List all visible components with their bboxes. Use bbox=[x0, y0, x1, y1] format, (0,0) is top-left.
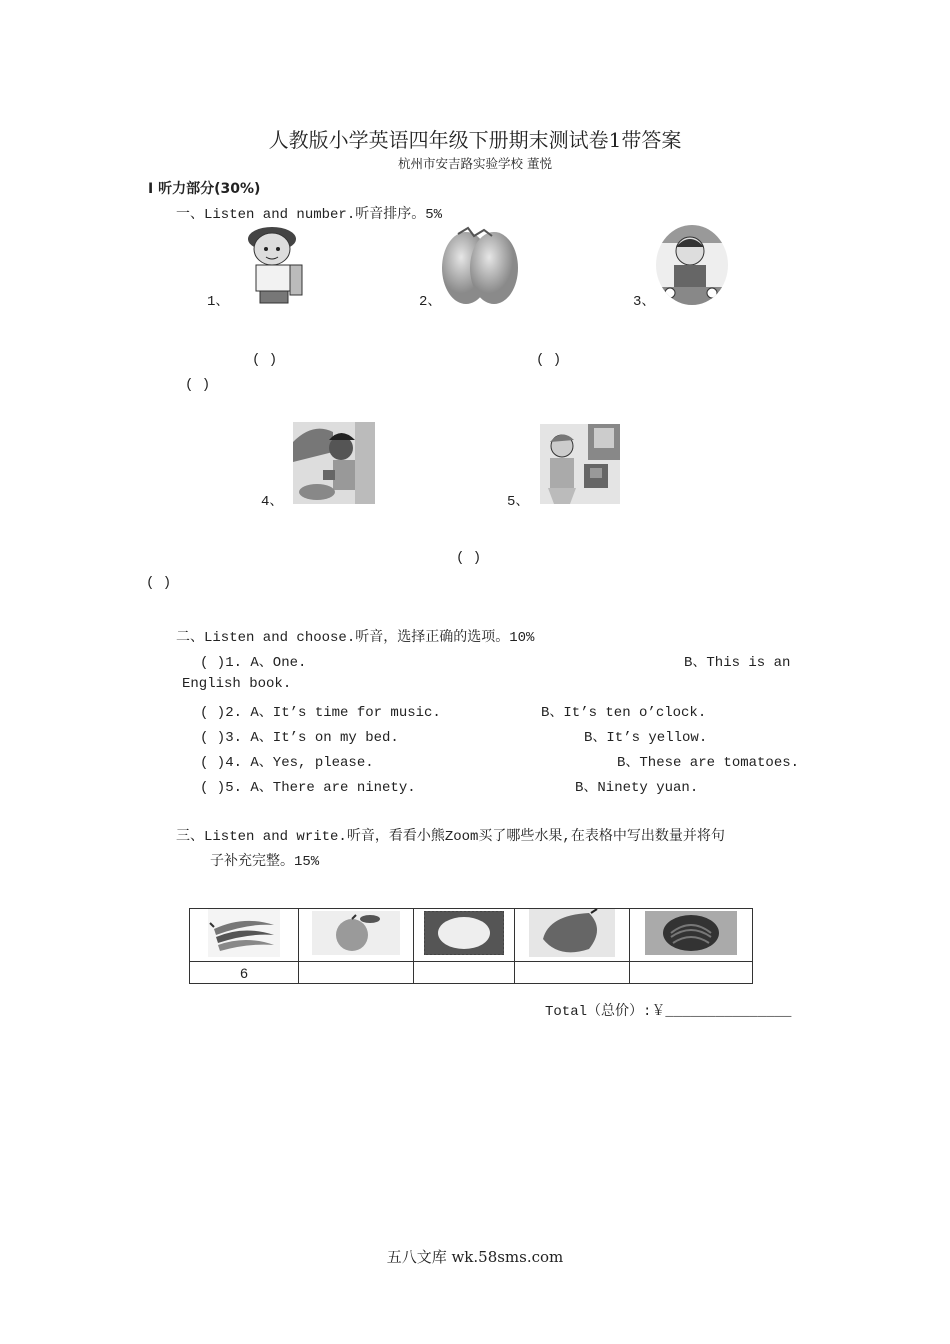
q1-item-5-number: 5、 bbox=[507, 494, 530, 510]
q2-option-2b[interactable]: B、It’s ten o’clock. bbox=[541, 705, 707, 721]
boy-eating-picture bbox=[656, 225, 728, 305]
q1-item-4-number: 4、 bbox=[261, 494, 284, 510]
q1-bracket-4[interactable]: ( ) bbox=[456, 550, 482, 566]
q1-item-3-number: 3、 bbox=[633, 294, 656, 310]
bananas-icon bbox=[208, 909, 280, 957]
q1-bracket-5[interactable]: ( ) bbox=[146, 575, 172, 591]
girl-watering-picture bbox=[293, 422, 375, 504]
section-heading: Ⅰ 听力部分(30%) bbox=[148, 181, 261, 197]
count-watermelon[interactable] bbox=[630, 962, 753, 984]
page-title: 人教版小学英语四年级下册期末测试卷1带答案 bbox=[268, 128, 682, 152]
fruit-table bbox=[189, 908, 753, 984]
fruit-cell-pear bbox=[515, 909, 630, 962]
q1-prompt: 一、Listen and number.听音排序。5% bbox=[176, 207, 443, 223]
count-orange[interactable] bbox=[299, 962, 414, 984]
footer-watermark: 五八文库 wk.58sms.com bbox=[386, 1248, 564, 1266]
count-mango[interactable] bbox=[414, 962, 515, 984]
pear-icon bbox=[529, 909, 615, 957]
fruit-cell-mango bbox=[414, 909, 515, 962]
q2-option-4a[interactable]: ( )4. A、Yes, please. bbox=[200, 755, 374, 771]
q2-option-4b[interactable]: B、These are tomatoes. bbox=[617, 755, 800, 771]
q2-option-5b[interactable]: B、Ninety yuan. bbox=[575, 780, 699, 796]
q2-option-2a[interactable]: ( )2. A、It’s time for music. bbox=[200, 705, 441, 721]
fruit-cell-watermelon bbox=[630, 909, 753, 962]
count-pear[interactable] bbox=[515, 962, 630, 984]
tomatoes-picture bbox=[440, 224, 520, 306]
count-bananas[interactable]: 6 bbox=[190, 962, 299, 984]
boy-picture bbox=[238, 225, 310, 305]
q1-item-1-number: 1、 bbox=[207, 294, 230, 310]
q3-prompt-line2: 子补充完整。15% bbox=[210, 854, 320, 870]
fruit-cell-orange bbox=[299, 909, 414, 962]
girl-kitchen-picture bbox=[540, 424, 620, 504]
orange-icon bbox=[312, 911, 400, 955]
q2-option-1b-cont: English book. bbox=[182, 676, 292, 692]
q2-prompt: 二、Listen and choose.听音，选择正确的选项。10% bbox=[176, 630, 535, 646]
page-subtitle: 杭州市安吉路实验学校 董悦 bbox=[398, 156, 552, 171]
fruit-cell-bananas bbox=[190, 909, 299, 962]
q2-option-3b[interactable]: B、It’s yellow. bbox=[584, 730, 708, 746]
q2-option-1a[interactable]: ( )1. A、One. bbox=[200, 655, 307, 671]
total-blank[interactable]: _______________ bbox=[665, 1004, 792, 1020]
q1-bracket-2[interactable]: ( ) bbox=[536, 352, 562, 368]
q2-option-5a[interactable]: ( )5. A、There are ninety. bbox=[200, 780, 416, 796]
q2-option-1b[interactable]: B、This is an bbox=[684, 655, 791, 671]
q1-bracket-1[interactable]: ( ) bbox=[252, 352, 278, 368]
mango-icon bbox=[424, 911, 504, 955]
watermelon-icon bbox=[645, 911, 737, 955]
total-label: Total（总价）:￥ bbox=[545, 1004, 666, 1020]
q3-prompt-line1: 三、Listen and write.听音，看看小熊Zoom买了哪些水果,在表格中写出数量并将句 bbox=[176, 829, 725, 845]
total-line bbox=[545, 1000, 791, 1020]
q1-item-2-number: 2、 bbox=[419, 294, 442, 310]
q2-option-3a[interactable]: ( )3. A、It’s on my bed. bbox=[200, 730, 399, 746]
q1-bracket-3[interactable]: ( ) bbox=[185, 377, 211, 393]
